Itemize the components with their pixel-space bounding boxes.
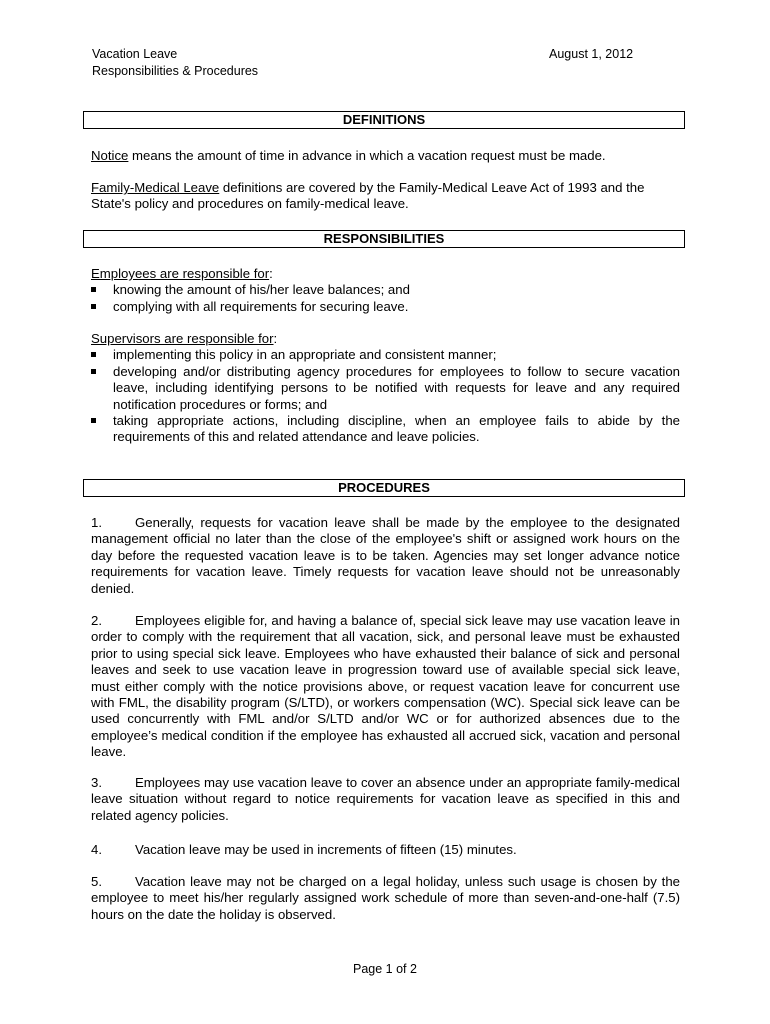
procedure-text: Vacation leave may be used in increments of fifteen (15) minutes. (135, 842, 517, 857)
procedure-text: Employees eligible for, and having a balance of, special sick leave may use vacation leave in order to comply with the requirement that all vacation, sick, and personal leave must be exhausted prior to using special sick leave. Employees who have exhausted their balance of sick and personal leaves and seek to use vacation leave in progression toward use of available special sick leave, must either comply with the notice provisions above, or request vacation leave for concurrent use with FML, the disability program (S/LTD), or workers compensation (WC). Special sick leave can be used concurrently with FML and/or S/LTD and/or WC or for authorized absences due to the employee’s medical condition if the employee has exhausted all accrued sick, vacation and personal leave. (91, 613, 680, 760)
section-heading-definitions: DEFINITIONS (83, 111, 685, 129)
procedure-2 (91, 613, 680, 761)
list-item: developing and/or distributing agency procedures for employees to follow to secure vacation leave, including identifying persons to be notified with requests for leave and any required notification procedures or forms; and (91, 364, 680, 413)
procedure-text: Employees may use vacation leave to cover an absence under an appropriate family-medical leave situation without regard to notice requirements for vacation leave as specified in this and related agency policies. (91, 775, 680, 823)
fml-term: Family-Medical Leave (91, 180, 220, 195)
definition-family-medical-leave (91, 180, 680, 213)
procedure-1 (91, 515, 680, 597)
procedure-5 (91, 874, 680, 923)
employees-list (91, 282, 680, 315)
procedure-number: 5. (91, 874, 102, 889)
notice-term: Notice (91, 148, 129, 163)
bullet-icon (91, 418, 96, 423)
bullet-icon (91, 369, 96, 374)
fml-text: definitions are covered by the Family-Medical Leave Act of 1993 and the State's policy and procedures on family-medical leave. (91, 180, 645, 212)
definition-notice (91, 148, 680, 164)
supervisors-heading: Supervisors are responsible for: (91, 331, 278, 346)
header-date: August 1, 2012 (549, 47, 634, 61)
document-header-title (92, 46, 258, 79)
section-heading-procedures: PROCEDURES (83, 479, 685, 497)
page-number: Page 1 of 2 (353, 962, 417, 976)
header-title-line1: Vacation Leave (92, 47, 178, 61)
bullet-icon (91, 352, 96, 357)
section-heading-responsibilities: RESPONSIBILITIES (83, 230, 685, 248)
employees-heading: Employees are responsible for: (91, 266, 273, 281)
supervisors-list (91, 347, 680, 445)
procedure-4 (91, 842, 680, 858)
notice-text: means the amount of time in advance in which a vacation request must be made. (128, 148, 606, 163)
bullet-icon (91, 304, 96, 309)
list-item: complying with all requirements for securing leave. (91, 299, 680, 315)
procedure-text: Vacation leave may not be charged on a legal holiday, unless such usage is chosen by the employee to meet his/her regularly assigned work schedule of more than seven-and-one-half (7.5) hours on the date the holiday is observed. (91, 874, 680, 922)
header-title-line2: Responsibilities & Procedures (92, 63, 259, 78)
procedure-number: 4. (91, 842, 102, 857)
procedure-number: 3. (91, 775, 102, 790)
procedure-number: 1. (91, 515, 102, 530)
procedure-3 (91, 775, 680, 824)
bullet-icon (91, 287, 96, 292)
supervisors-responsibilities (91, 331, 680, 446)
list-item: taking appropriate actions, including discipline, when an employee fails to abide by the requirements of this and related attendance and leave policies. (91, 413, 680, 446)
list-item: implementing this policy in an appropriate and consistent manner; (91, 347, 680, 363)
list-item: knowing the amount of his/her leave balances; and (91, 282, 680, 298)
procedure-text: Generally, requests for vacation leave shall be made by the employee to the designated management official no later than the close of the employee's shift or assigned work hours on the day before the requested vacation leave is to be taken. Agencies may set longer advance notice requirements for vacation leave. Timely requests for vacation leave should not be unreasonably denied. (91, 515, 680, 596)
procedure-number: 2. (91, 613, 102, 628)
employees-responsibilities (91, 266, 680, 315)
